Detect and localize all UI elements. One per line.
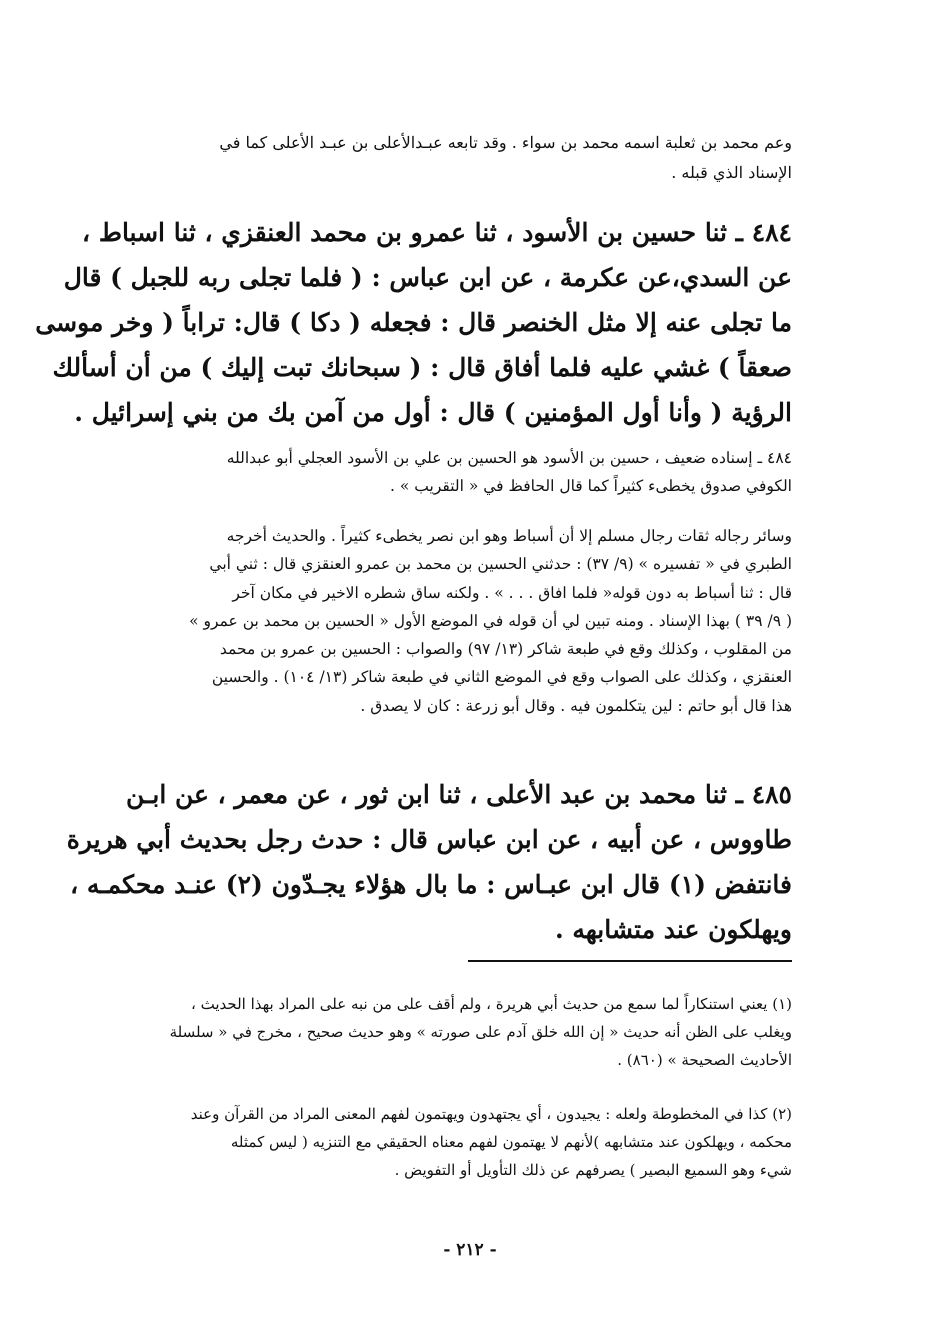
footnote-1 bbox=[148, 990, 792, 1074]
hadith-485 bbox=[66, 772, 792, 952]
note-line: العنقزي ، وكذلك على الصواب وقع في الموضع الثاني في طبعة شاكر (١٣/ ١٠٤) . والحسين bbox=[211, 668, 792, 687]
hadith-line: ما تجلى عنه إلا مثل الخنصر قال : فجعله ( دكا ) قال: تراباً ( وخر موسى bbox=[35, 308, 792, 337]
footnote-line: شيء وهو السميع البصير ) يصرفهم عن ذلك التأويل أو التفويض . bbox=[394, 1161, 792, 1179]
footnote-line: ويغلب على الظن أنه حديث « إن الله خلق آدم على صورته » وهو حديث صحيح ، مخرج في « سلسلة bbox=[169, 1023, 792, 1041]
footnote-separator bbox=[468, 960, 792, 962]
hadith-line: طاووس ، عن أبيه ، عن ابن عباس قال : حدث رجل بحديث أبي هريرة bbox=[66, 825, 792, 854]
hadith-line: صعقاً ) غشي عليه فلما أفاق قال : ( سبحانك تبت إليك ) من أن أسألك bbox=[52, 353, 792, 382]
footnote-line: (٢) كذا في المخطوطة ولعله : يجيدون ، أي يجتهدون ويهتمون لفهم المعنى المراد من القرآن وعند bbox=[190, 1105, 792, 1123]
intro-paragraph bbox=[148, 128, 792, 188]
text-line: وعم محمد بن ثعلبة اسمه محمد بن سواء . وقد تابعه عبـدالأعلى بن عبـد الأعلى كما في bbox=[219, 133, 792, 152]
hadith-line: عن السدي،عن عكرمة ، عن ابن عباس : ( فلما تجلى ربه للجبل ) قال bbox=[63, 263, 792, 292]
footnote-line: (١) يعني استنكاراً لما سمع من حديث أبي هريرة ، ولم أقف على من نبه على المراد بهذا الحديث ، bbox=[191, 995, 792, 1013]
hadith-line: ٤٨٥ ـ ثنا محمد بن عبد الأعلى ، ثنا ابن ثور ، عن معمر ، عن ابـن bbox=[126, 780, 792, 809]
hadith-line: ويهلكون عند متشابهه . bbox=[554, 915, 792, 944]
note-line: ( ٩/ ٣٩ ) بهذا الإسناد . ومنه تبين لي أن قوله في الموضع الأول « الحسين بن محمد بن عمرو » bbox=[189, 611, 792, 630]
text-line: الإسناد الذي قبله . bbox=[671, 163, 792, 182]
note-line: هذا قال أبو حاتم : لين يتكلمون فيه . وقال أبو زرعة : كان لا يصدق . bbox=[360, 696, 792, 715]
note-line: الطبري في « تفسيره » (٩/ ٣٧) : حدثني الحسين بن محمد بن عمرو العنقزي قال : ثني أبي bbox=[209, 555, 792, 574]
footnote-2 bbox=[148, 1100, 792, 1184]
note-484-grading bbox=[148, 444, 792, 500]
footnote-line: محكمه ، ويهلكون عند متشابهه )لأنهم لا يهتمون لفهم معناه الحقيقي مع التنزيه ( ليس كمثله bbox=[230, 1133, 792, 1151]
hadith-line: فانتفض (١) قال ابن عبـاس : ما بال هؤلاء يجـدّون (٢) عنـد محكمـه ، bbox=[70, 870, 792, 899]
hadith-484 bbox=[35, 210, 792, 435]
hadith-line: الرؤية ( وأنا أول المؤمنين ) قال : أول من آمن بك من بني إسرائيل . bbox=[74, 398, 792, 427]
note-484-takhrij bbox=[148, 522, 792, 720]
note-line: ٤٨٤ ـ إسناده ضعيف ، حسين بن الأسود هو الحسين بن علي بن الأسود العجلي أبو عبدالله bbox=[226, 449, 792, 467]
footnote-line: الأحاديث الصحيحة » (٨٦٠) . bbox=[617, 1051, 792, 1069]
note-line: قال : ثنا أسباط به دون قوله« فلما افاق . . . » . ولكنه ساق شطره الاخير في مكان آخر bbox=[232, 583, 792, 602]
page-number: - ٢١٢ - bbox=[443, 1240, 497, 1260]
note-line: وسائر رجاله ثقات رجال مسلم إلا أن أسباط وهو ابن نصر يخطىء كثيراً . والحديث أخرجه bbox=[226, 527, 792, 545]
hadith-line: ٤٨٤ ـ ثنا حسين بن الأسود ، ثنا عمرو بن محمد العنقزي ، ثنا اسباط ، bbox=[82, 218, 792, 247]
note-line: من المقلوب ، وكذلك وقع في طبعة شاكر (١٣/ ٩٧) والصواب : الحسين بن عمرو بن محمد bbox=[219, 640, 792, 659]
note-line: الكوفي صدوق يخطىء كثيراً كما قال الحافظ في « التقريب » . bbox=[390, 477, 792, 495]
